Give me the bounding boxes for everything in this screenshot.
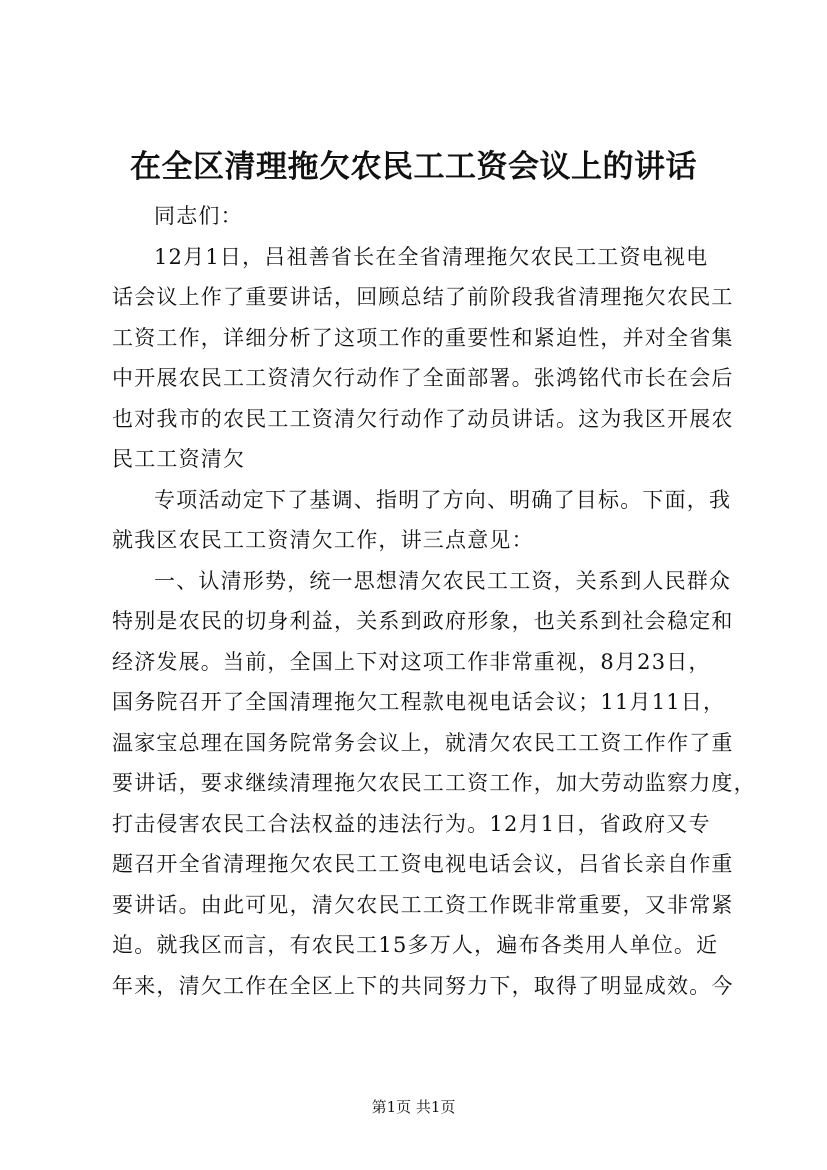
text-line: 温家宝总理在国务院常务会议上，就清欠农民工工资工作作了重 — [112, 730, 734, 755]
text-line: 要讲话，要求继续清理拖欠农民工工资工作，加大劳动监察力度， — [112, 771, 756, 795]
text-line: 专项活动定下了基调、指明了方向、明确了目标。下面，我 — [154, 487, 732, 512]
page-footer: 第1页 共1页 — [371, 1098, 456, 1116]
text-line: 打击侵害农民工合法权益的违法行为。12月1日，省政府又专 — [112, 811, 711, 836]
text-line: 就我区农民工工资清欠工作，讲三点意见： — [112, 528, 534, 552]
text-line: 特别是农民的切身利益，关系到政府形象，也关系到社会稳定和 — [112, 609, 734, 633]
text-line: 12月1日，吕祖善省长在全省清理拖欠农民工工资电视电 — [154, 244, 709, 269]
document-body — [112, 196, 756, 1006]
text-line: 中开展农民工工资清欠行动作了全面部署。张鸿铭代市长在会后 — [112, 366, 734, 390]
text-line: 年来，清欠工作在全区上下的共同努力下，取得了明显成效。今 — [112, 973, 734, 998]
text-line: 一、认清形势，统一思想清欠农民工工资，关系到人民群众 — [154, 568, 732, 593]
text-line: 经济发展。当前，全国上下对这项工作非常重视，8月23日， — [112, 649, 711, 674]
text-line: 同志们： — [154, 204, 243, 228]
paragraph-3 — [112, 561, 756, 1007]
paragraph-1 — [112, 237, 734, 480]
text-line: 也对我市的农民工工资清欠行动作了动员讲话。这为我区开展农 — [112, 406, 734, 431]
paragraph-salutation — [112, 196, 718, 237]
text-line: 迫。就我区而言，有农民工15多万人，遍布各类用人单位。近 — [112, 933, 719, 957]
text-line: 国务院召开了全国清理拖欠工程款电视电话会议；11月11日， — [112, 690, 726, 714]
text-line: 题召开全省清理拖欠农民工工资电视电话会议，吕省长亲自作重 — [112, 852, 734, 876]
text-line: 要讲话。由此可见，清欠农民工工资工作既非常重要，又非常紧 — [112, 892, 734, 917]
text-line: 工资工作，详细分析了这项工作的重要性和紧迫性，并对全省集 — [112, 325, 734, 350]
paragraph-2 — [112, 480, 732, 561]
text-line: 话会议上作了重要讲话，回顾总结了前阶段我省清理拖欠农民工 — [112, 285, 734, 309]
text-line: 民工工资清欠 — [112, 447, 246, 471]
document-title: 在全区清理拖欠农民工工资会议上的讲话 — [130, 149, 697, 185]
